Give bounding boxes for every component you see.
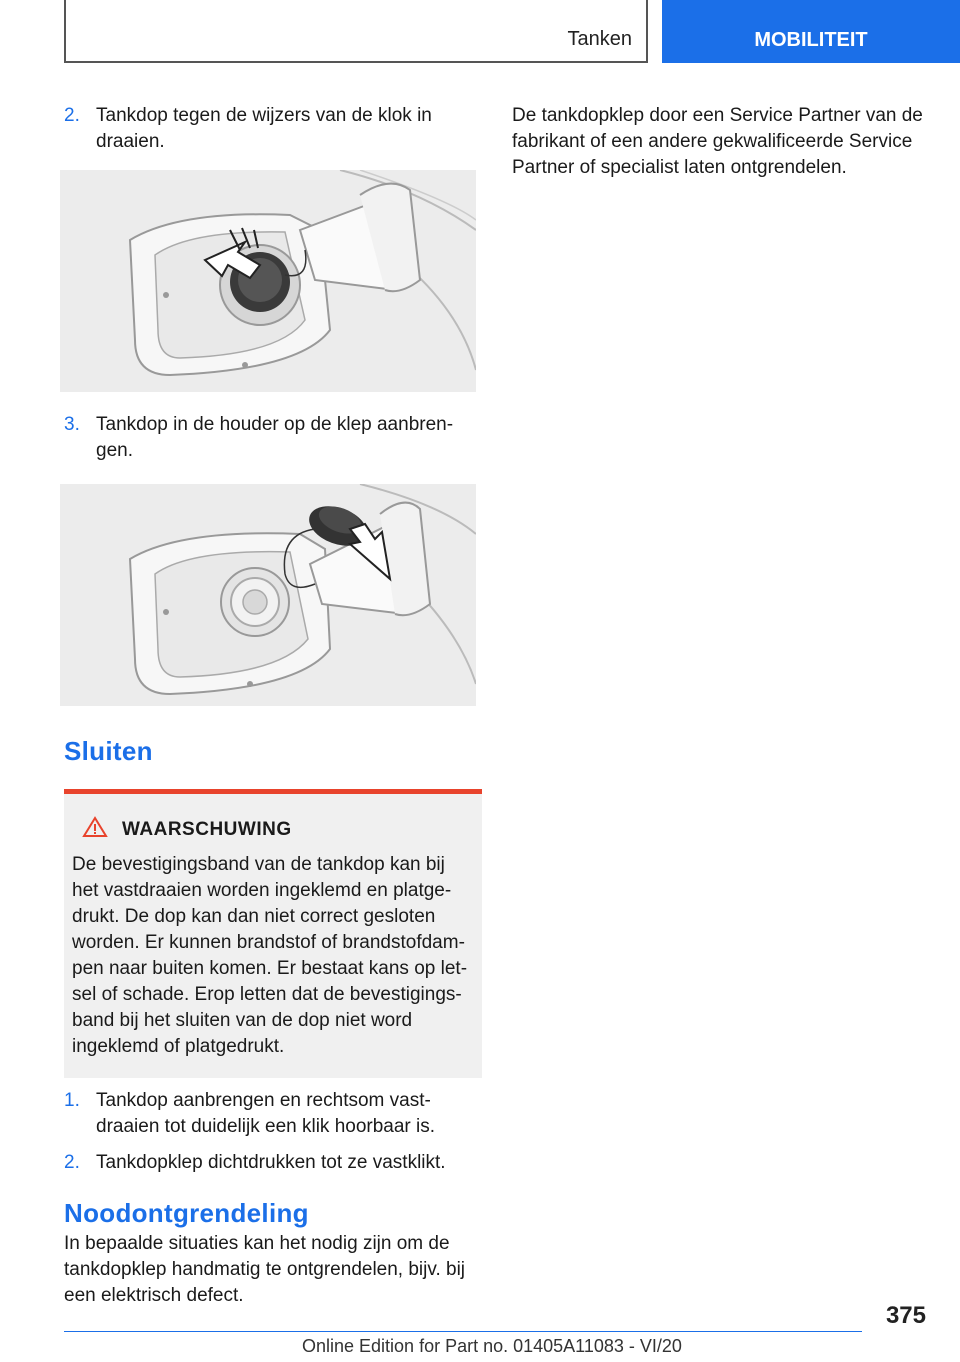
header-section-title: Tanken xyxy=(567,28,632,50)
right-column xyxy=(512,103,932,181)
footer-edition: Online Edition for Part no. 01405A11083 - VI/20 xyxy=(302,1336,682,1356)
warning-text: De bevestigingsband van de tankdop kan bij het vastdraaien worden ingeklemd en platge-drukt. De dop kan dan niet correct gesloten worden. Er kunnen brandstof of brandstofdam-pen naar buiten komen. Er bestaat kans op let-sel of schade. Erop letten dat de bevestigings-band bij het sluiten van de dop niet word ingeklemd of platgedrukt. xyxy=(72,854,468,1057)
step-number: 2. xyxy=(64,1152,80,1173)
figure-cap-holder xyxy=(60,484,476,706)
step-text: Tankdop aanbrengen en rechtsom vast-draaien tot duidelijk een klik hoorbaar is. xyxy=(96,1090,436,1137)
footer-rule xyxy=(64,1331,862,1332)
heading-noodontgrendeling: Noodontgrendeling xyxy=(64,1198,309,1228)
step-1-close xyxy=(64,1088,482,1140)
step-text: Tankdop in de houder op de klep aanbren-gen. xyxy=(96,414,454,461)
left-column xyxy=(64,103,482,1309)
step-number: 1. xyxy=(64,1090,80,1111)
step-2-close xyxy=(64,1150,482,1176)
right-paragraph: De tankdopklep door een Service Partner van de fabrikant of een andere gekwalificeerde Service Partner of specialist laten ontgrendelen. xyxy=(512,105,923,178)
warning-box xyxy=(64,789,482,1078)
step-text: Tankdopklep dichtdrukken tot ze vastklikt. xyxy=(96,1152,446,1173)
step-2-open xyxy=(64,103,482,155)
warning-title-row xyxy=(82,816,472,844)
warning-triangle-icon xyxy=(82,816,108,844)
step-number: 2. xyxy=(64,105,80,126)
nood-paragraph: In bepaalde situaties kan het nodig zijn om de tankdopklep handmatig te ontgrendelen, bijv. bij een elektrisch defect. xyxy=(64,1233,466,1306)
step-number: 3. xyxy=(64,414,80,435)
figure-unscrew-cap xyxy=(60,170,476,392)
step-text: Tankdop tegen de wijzers van de klok in draaien. xyxy=(96,105,432,152)
warning-title: WAARSCHUWING xyxy=(122,819,292,840)
page-number: 375 xyxy=(885,1302,926,1329)
header-chapter-tab: MOBILITEIT xyxy=(662,0,960,63)
heading-sluiten: Sluiten xyxy=(64,736,153,766)
step-3-open xyxy=(64,412,482,464)
header-section-box xyxy=(64,0,648,63)
